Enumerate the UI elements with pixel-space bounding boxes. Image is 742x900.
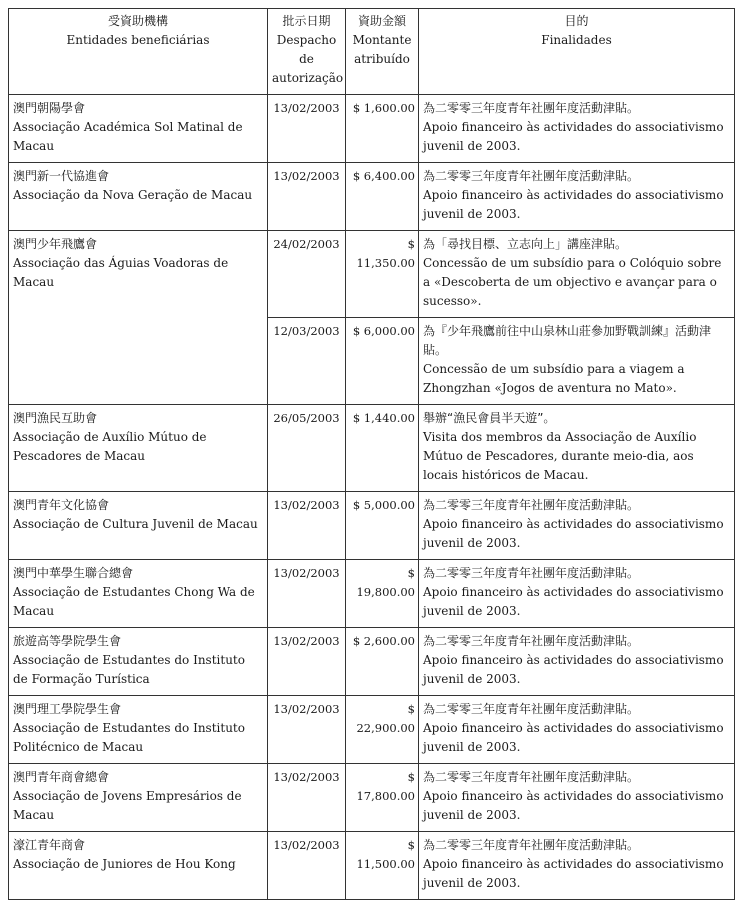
entity-name-zh: 澳門少年飛鷹會 (13, 237, 98, 251)
purpose-cell (419, 318, 735, 405)
amount-cell: $ 1,600.00 (346, 95, 419, 163)
date-cell: 13/02/2003 (268, 560, 346, 628)
purpose-zh: 為『少年飛鷹前往中山泉林山莊參加野戰訓練』活動津貼。 (423, 324, 712, 357)
purpose-zh: 為二零零三年度青年社團年度活動津貼。 (423, 498, 640, 512)
date-cell: 12/03/2003 (268, 318, 346, 405)
purpose-cell (419, 405, 735, 492)
entity-name-zh: 澳門朝陽學會 (13, 101, 86, 115)
purpose-cell (419, 95, 735, 163)
date-cell: 13/02/2003 (268, 492, 346, 560)
header-amount-zh: 資助金額 (357, 14, 406, 28)
purpose-pt: Apoio financeiro às actividades do associativismo juvenil de 2003. (423, 789, 724, 822)
purpose-pt: Concessão de um subsídio para a viagem a Zhongzhan «Jogos de aventura no Mato». (423, 362, 685, 395)
header-entity (9, 9, 268, 95)
table-header-row (9, 9, 735, 95)
amount-cell: $ 11,350.00 (346, 231, 419, 318)
date-cell: 13/02/2003 (268, 764, 346, 832)
entity-cell (9, 95, 268, 163)
purpose-pt: Apoio financeiro às actividades do associativismo juvenil de 2003. (423, 653, 724, 686)
amount-cell: $ 17,800.00 (346, 764, 419, 832)
entity-name-zh: 澳門青年文化協會 (13, 498, 110, 512)
grants-table (8, 8, 735, 900)
table-row (9, 628, 735, 696)
purpose-zh: 為二零零三年度青年社團年度活動津貼。 (423, 566, 640, 580)
table-row (9, 405, 735, 492)
amount-cell: $ 2,600.00 (346, 628, 419, 696)
header-date-zh: 批示日期 (282, 14, 331, 28)
entity-name-pt: Associação de Juniores de Hou Kong (13, 857, 236, 871)
header-amount-pt: Montante atribuído (352, 33, 412, 66)
purpose-zh: 為二零零三年度青年社團年度活動津貼。 (423, 169, 640, 183)
purpose-zh: 為二零零三年度青年社團年度活動津貼。 (423, 702, 640, 716)
purpose-zh: 為二零零三年度青年社團年度活動津貼。 (423, 634, 640, 648)
table-body (9, 95, 735, 900)
purpose-pt: Apoio financeiro às actividades do associativismo juvenil de 2003. (423, 721, 724, 754)
purpose-cell (419, 492, 735, 560)
date-cell: 13/02/2003 (268, 696, 346, 764)
purpose-pt: Apoio financeiro às actividades do associativismo juvenil de 2003. (423, 585, 724, 618)
purpose-pt: Concessão de um subsídio para o Colóquio sobre a «Descoberta de um objectivo e avançar para o sucesso». (423, 256, 722, 308)
table-row (9, 163, 735, 231)
purpose-pt: Apoio financeiro às actividades do associativismo juvenil de 2003. (423, 857, 724, 890)
amount-cell: $ 6,000.00 (346, 318, 419, 405)
entity-name-zh: 澳門理工學院學生會 (13, 702, 122, 716)
purpose-pt: Visita dos membros da Associação de Auxílio Mútuo de Pescadores, durante meio-dia, aos locais históricos de Macau. (423, 430, 697, 482)
entity-cell (9, 628, 268, 696)
purpose-pt: Apoio financeiro às actividades do associativismo juvenil de 2003. (423, 517, 724, 550)
entity-name-pt: Associação das Águias Voadoras de Macau (13, 256, 229, 289)
entity-name-zh: 濠江青年商會 (13, 838, 86, 852)
amount-cell: $ 1,440.00 (346, 405, 419, 492)
table-row (9, 832, 735, 900)
table-row (9, 764, 735, 832)
purpose-pt: Apoio financeiro às actividades do associativismo juvenil de 2003. (423, 188, 724, 221)
header-purpose (419, 9, 735, 95)
amount-cell: $ 22,900.00 (346, 696, 419, 764)
entity-name-pt: Associação da Nova Geração de Macau (13, 188, 253, 202)
purpose-cell (419, 163, 735, 231)
entity-name-pt: Associação de Estudantes do Instituto Politécnico de Macau (13, 721, 245, 754)
table-row (9, 95, 735, 163)
date-cell: 13/02/2003 (268, 832, 346, 900)
amount-cell: $ 6,400.00 (346, 163, 419, 231)
entity-name-pt: Associação de Estudantes Chong Wa de Macau (13, 585, 255, 618)
purpose-zh: 為二零零三年度青年社團年度活動津貼。 (423, 838, 640, 852)
header-purpose-pt: Finalidades (541, 33, 612, 47)
header-amount (346, 9, 419, 95)
entity-name-zh: 旅遊高等學院學生會 (13, 634, 122, 648)
header-entity-zh: 受資助機構 (107, 14, 168, 28)
table-row (9, 696, 735, 764)
purpose-cell (419, 764, 735, 832)
entity-name-zh: 澳門中華學生聯合總會 (13, 566, 134, 580)
table-row (9, 492, 735, 560)
header-purpose-zh: 目的 (564, 14, 589, 28)
entity-cell (9, 832, 268, 900)
entity-name-pt: Associação de Cultura Juvenil de Macau (13, 517, 258, 531)
date-cell: 13/02/2003 (268, 95, 346, 163)
date-cell: 13/02/2003 (268, 163, 346, 231)
purpose-cell (419, 628, 735, 696)
amount-cell: $ 19,800.00 (346, 560, 419, 628)
amount-cell: $ 5,000.00 (346, 492, 419, 560)
header-date-pt: Despacho de autorização (272, 33, 344, 85)
entity-name-zh: 澳門新一代協進會 (13, 169, 110, 183)
purpose-zh: 為二零零三年度青年社團年度活動津貼。 (423, 770, 640, 784)
purpose-cell (419, 696, 735, 764)
entity-name-zh: 澳門青年商會總會 (13, 770, 110, 784)
entity-name-zh: 澳門漁民互助會 (13, 411, 98, 425)
purpose-cell (419, 560, 735, 628)
entity-cell (9, 231, 268, 405)
date-cell: 13/02/2003 (268, 628, 346, 696)
entity-name-pt: Associação Académica Sol Matinal de Macau (13, 120, 243, 153)
entity-cell (9, 492, 268, 560)
table-row (9, 231, 735, 318)
entity-cell (9, 163, 268, 231)
date-cell: 24/02/2003 (268, 231, 346, 318)
entity-cell (9, 764, 268, 832)
amount-cell: $ 11,500.00 (346, 832, 419, 900)
purpose-cell (419, 832, 735, 900)
date-cell: 26/05/2003 (268, 405, 346, 492)
entity-name-pt: Associação de Jovens Empresários de Macau (13, 789, 242, 822)
purpose-zh: 為二零零三年度青年社團年度活動津貼。 (423, 101, 640, 115)
header-date (268, 9, 346, 95)
purpose-zh: 為「尋找目標、立志向上」講座津貼。 (423, 237, 628, 251)
table-row (9, 560, 735, 628)
entity-name-pt: Associação de Auxílio Mútuo de Pescadores de Macau (13, 430, 207, 463)
header-entity-pt: Entidades beneficiárias (66, 33, 210, 47)
entity-cell (9, 560, 268, 628)
entity-cell (9, 405, 268, 492)
purpose-zh: 舉辦“漁民會員半天遊”。 (423, 411, 556, 425)
purpose-pt: Apoio financeiro às actividades do associativismo juvenil de 2003. (423, 120, 724, 153)
entity-cell (9, 696, 268, 764)
entity-name-pt: Associação de Estudantes do Instituto de Formação Turística (13, 653, 245, 686)
purpose-cell (419, 231, 735, 318)
